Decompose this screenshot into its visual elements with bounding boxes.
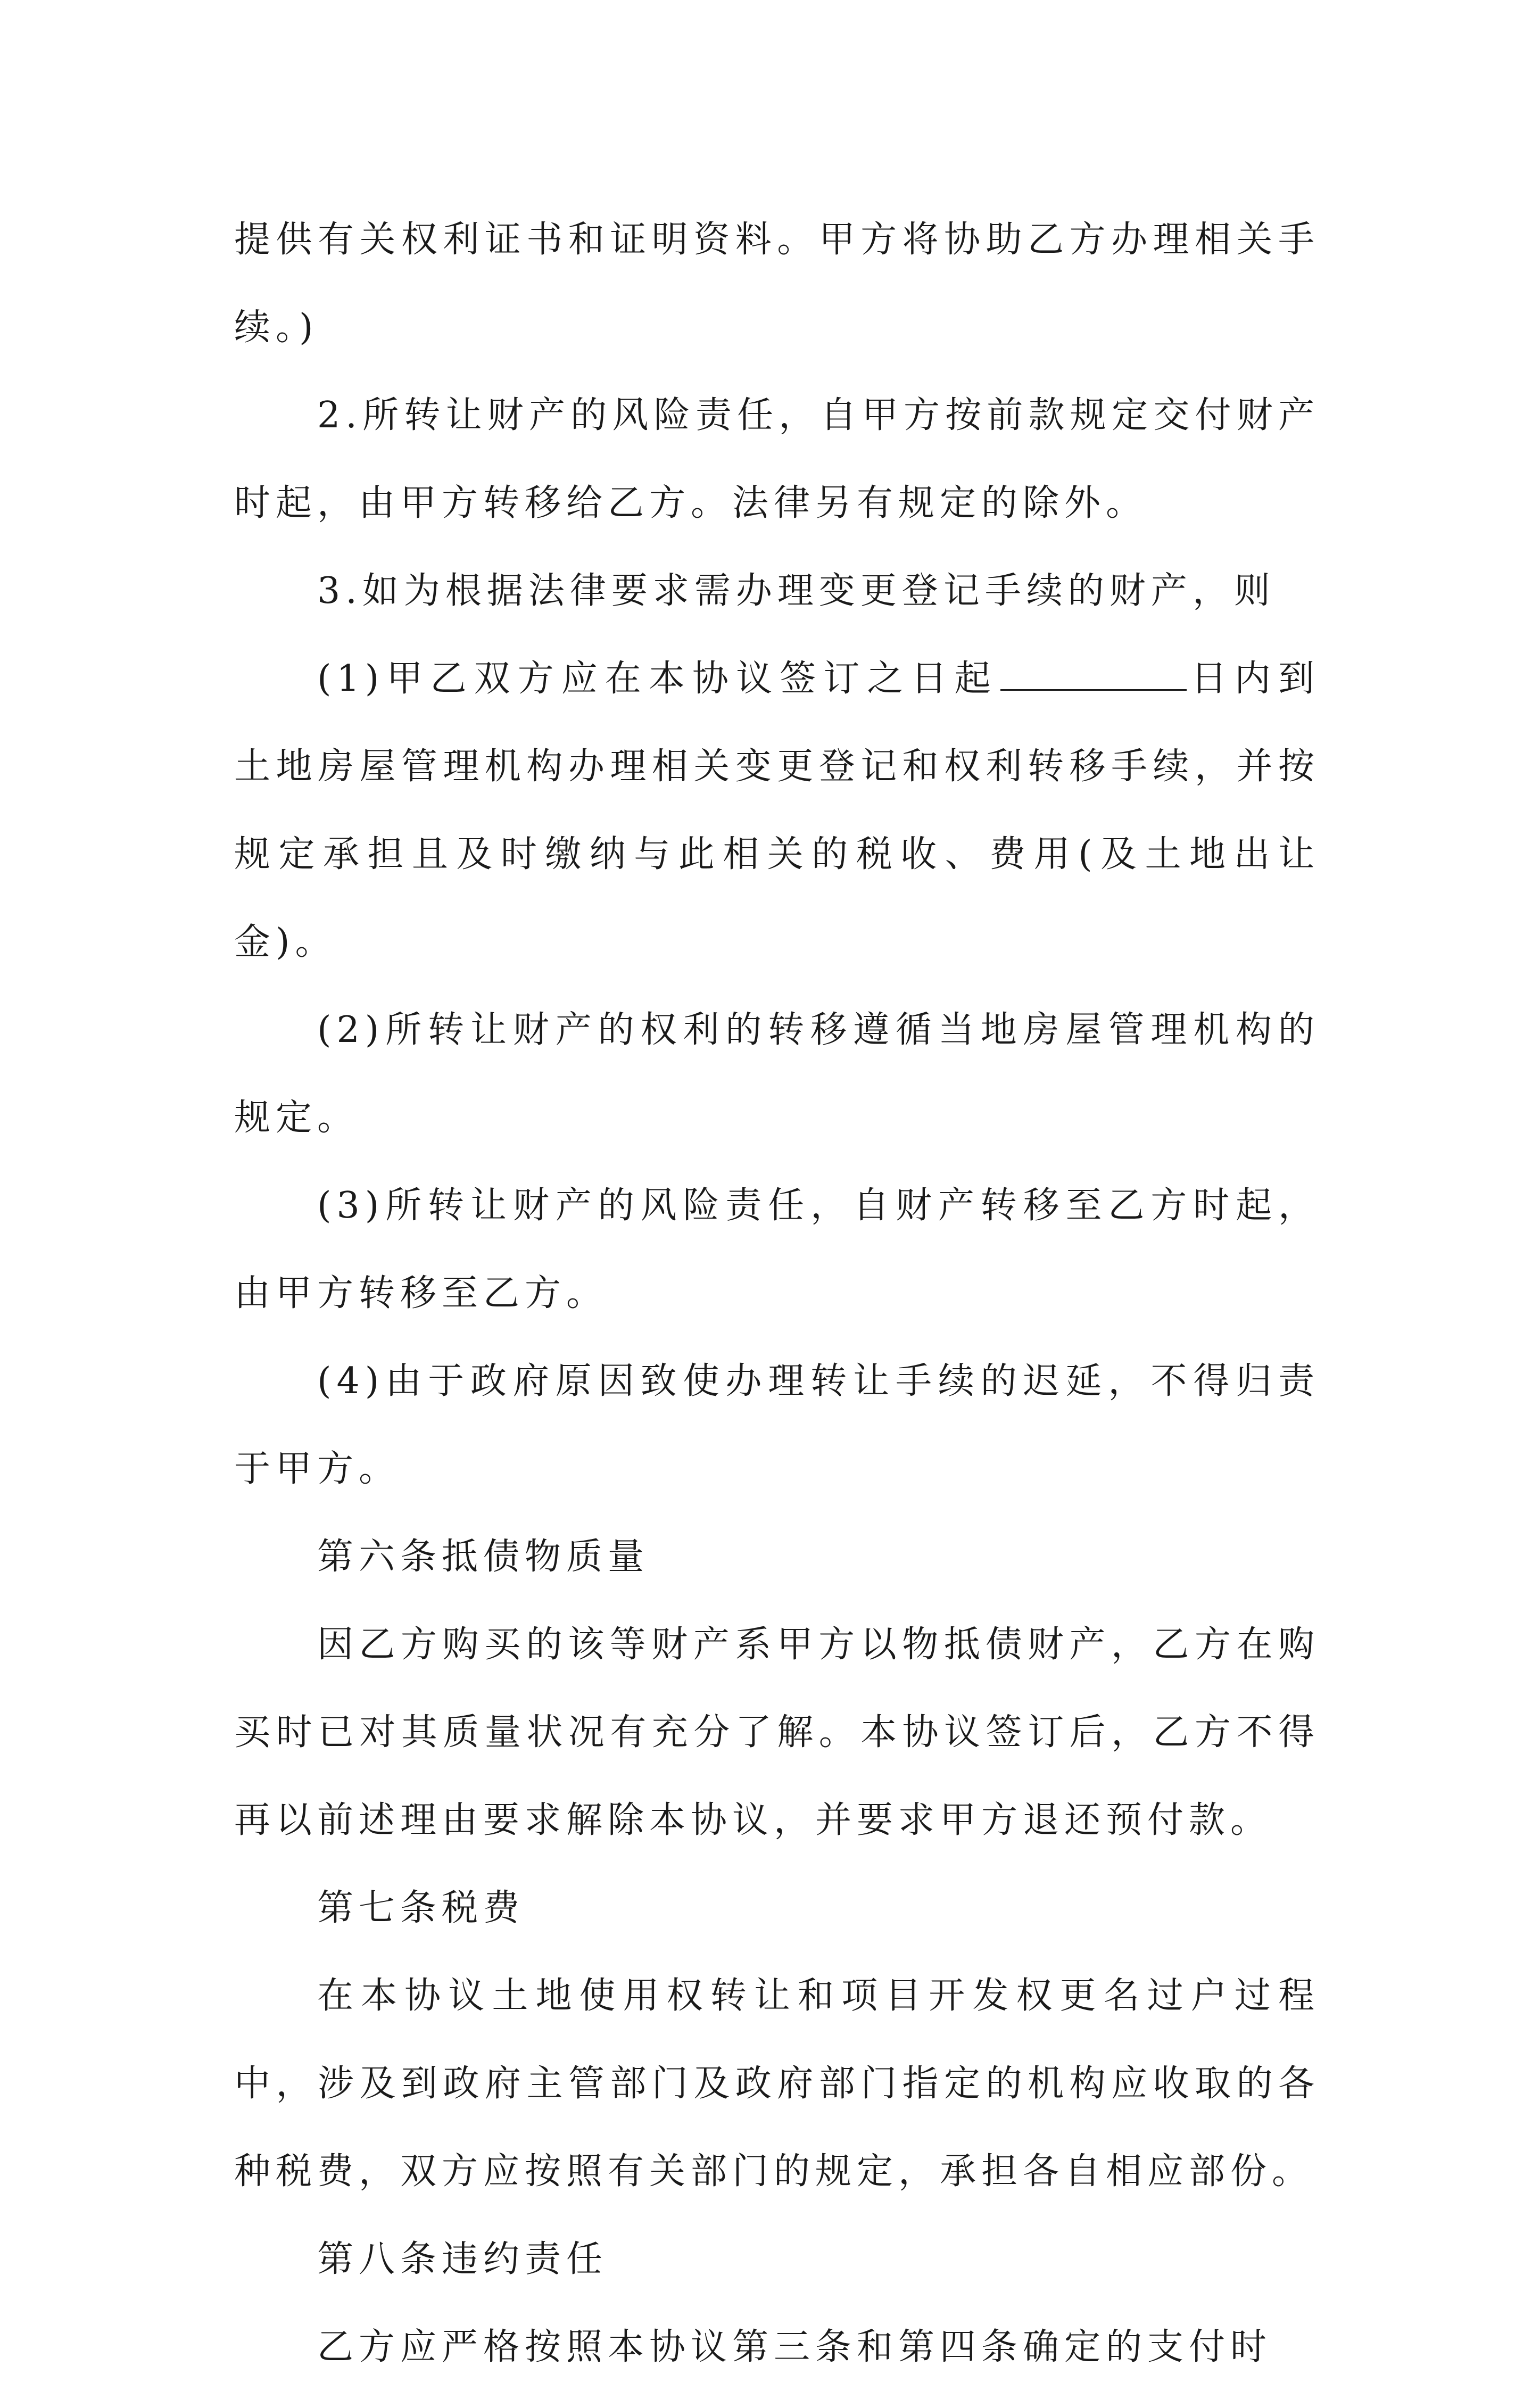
- article-heading: 第六条抵债物质量: [317, 1536, 650, 1578]
- paragraph: (4)由于政府原因致使办理转让手续的迟延，不得归责于甲方。: [234, 1360, 1320, 1490]
- document-body: [234, 196, 1320, 2391]
- paragraph: 2.所转让财产的风险责任，自甲方按前款规定交付财产时起，由甲方转移给乙方。法律另有规定的除外。: [234, 394, 1320, 524]
- paragraph: 提供有关权利证书和证明资料。甲方将协助乙方办理相关手续。): [234, 219, 1320, 349]
- paragraph: (2)所转让财产的权利的转移遵循当地房屋管理机构的规定。: [234, 1009, 1320, 1139]
- paragraph: 3.如为根据法律要求需办理变更登记手续的财产，则: [317, 570, 1276, 612]
- paragraph: 因乙方购买的该等财产系甲方以物抵债财产，乙方在购买时已对其质量状况有充分了解。本协议签订后，乙方不得再以前述理由要求解除本协议，并要求甲方退还预付款。: [234, 1624, 1320, 1841]
- fill-in-blank: [1000, 656, 1187, 691]
- paragraph: 乙方应严格按照本协议第三条和第四条确定的支付时: [317, 2326, 1272, 2368]
- article-heading: 第七条税费: [317, 1887, 525, 1929]
- paragraph-text-after-blank: 日内到土地房屋管理机构办理相关变更登记和权利转移手续，并按规定承担且及时缴纳与此相关的税收、费用(及土地出让金)。: [234, 658, 1320, 963]
- paragraph-text-before-blank: (1)甲乙双方应在本协议签订之日起: [317, 658, 998, 700]
- paragraph-with-blank: [234, 635, 1320, 986]
- paragraph: 在本协议土地使用权转让和项目开发权更名过户过程中，涉及到政府主管部门及政府部门指定的机构应收取的各种税费，双方应按照有关部门的规定，承担各自相应部份。: [234, 1975, 1320, 2193]
- paragraph: (3)所转让财产的风险责任，自财产转移至乙方时起，由甲方转移至乙方。: [234, 1185, 1320, 1314]
- article-heading: 第八条违约责任: [317, 2238, 608, 2280]
